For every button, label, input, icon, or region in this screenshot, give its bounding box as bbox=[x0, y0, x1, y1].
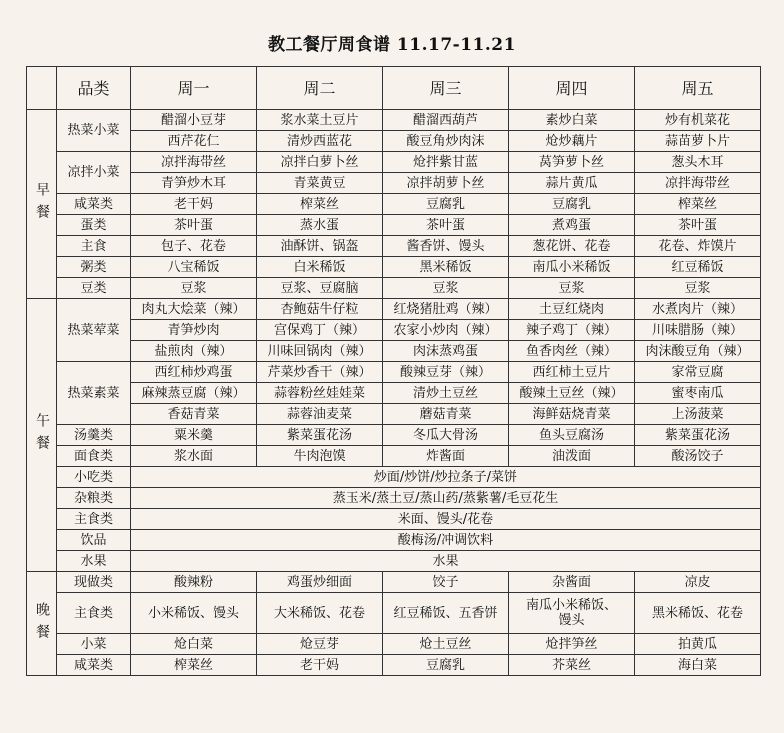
menu-row bbox=[27, 634, 761, 655]
dish-cell: 榨菜丝 bbox=[257, 194, 383, 215]
menu-row bbox=[27, 215, 761, 236]
dish-cell: 炸酱面 bbox=[383, 446, 509, 467]
dish-cell: 黑米稀饭 bbox=[383, 257, 509, 278]
dish-cell: 八宝稀饭 bbox=[131, 257, 257, 278]
dish-cell: 鱼香肉丝（辣） bbox=[509, 341, 635, 362]
dish-cell: 炝白菜 bbox=[131, 634, 257, 655]
dish-cell: 茶叶蛋 bbox=[383, 215, 509, 236]
dish-cell: 青笋炒肉 bbox=[131, 320, 257, 341]
dish-cell: 炒有机菜花 bbox=[635, 110, 761, 131]
menu-row bbox=[27, 383, 761, 404]
category-label: 小吃类 bbox=[57, 467, 131, 488]
dish-cell: 凉拌白萝卜丝 bbox=[257, 152, 383, 173]
menu-row bbox=[27, 509, 761, 530]
category-label: 水果 bbox=[57, 551, 131, 572]
dish-cell: 豆浆 bbox=[509, 278, 635, 299]
category-label: 咸菜类 bbox=[57, 194, 131, 215]
dish-cell: 酱香饼、馒头 bbox=[383, 236, 509, 257]
dish-cell: 肉沫蒸鸡蛋 bbox=[383, 341, 509, 362]
dish-cell: 白米稀饭 bbox=[257, 257, 383, 278]
meal-label-dinner: 晚餐 bbox=[27, 572, 57, 676]
category-label: 主食 bbox=[57, 236, 131, 257]
menu-body bbox=[27, 67, 761, 676]
dish-cell: 蜜枣南瓜 bbox=[635, 383, 761, 404]
dish-cell-span: 水果 bbox=[131, 551, 761, 572]
dish-cell: 芥菜丝 bbox=[509, 655, 635, 676]
dish-cell: 饺子 bbox=[383, 572, 509, 593]
menu-row bbox=[27, 173, 761, 194]
dish-cell: 鱼头豆腐汤 bbox=[509, 425, 635, 446]
menu-row bbox=[27, 362, 761, 383]
menu-row bbox=[27, 341, 761, 362]
dish-cell: 上汤菠菜 bbox=[635, 404, 761, 425]
dish-cell: 肉丸大烩菜（辣） bbox=[131, 299, 257, 320]
dish-cell: 豆浆 bbox=[131, 278, 257, 299]
menu-row bbox=[27, 131, 761, 152]
dish-cell: 凉皮 bbox=[635, 572, 761, 593]
dish-cell: 海鲜菇烧青菜 bbox=[509, 404, 635, 425]
dish-cell: 大米稀饭、花卷 bbox=[257, 593, 383, 634]
meal-label-lunch: 午餐 bbox=[27, 299, 57, 572]
dish-cell-span: 炒面/炒饼/炒拉条子/菜饼 bbox=[131, 467, 761, 488]
dish-cell: 酸辣粉 bbox=[131, 572, 257, 593]
dish-cell-span: 酸梅汤/冲调饮料 bbox=[131, 530, 761, 551]
dish-cell: 海白菜 bbox=[635, 655, 761, 676]
menu-row bbox=[27, 299, 761, 320]
dish-cell: 冬瓜大骨汤 bbox=[383, 425, 509, 446]
dish-cell: 炝拌笋丝 bbox=[509, 634, 635, 655]
header-row bbox=[27, 67, 761, 110]
meal-label-breakfast: 早餐 bbox=[27, 110, 57, 299]
dish-cell: 鸡蛋炒细面 bbox=[257, 572, 383, 593]
dish-cell: 凉拌胡萝卜丝 bbox=[383, 173, 509, 194]
dish-cell: 杏鲍菇牛仔粒 bbox=[257, 299, 383, 320]
header-day: 周五 bbox=[635, 67, 761, 110]
dish-cell: 清炒土豆丝 bbox=[383, 383, 509, 404]
menu-row bbox=[27, 446, 761, 467]
dish-cell: 西红柿炒鸡蛋 bbox=[131, 362, 257, 383]
category-label: 小菜 bbox=[57, 634, 131, 655]
category-label: 现做类 bbox=[57, 572, 131, 593]
menu-row bbox=[27, 278, 761, 299]
menu-row bbox=[27, 320, 761, 341]
menu-row bbox=[27, 572, 761, 593]
header-day: 周四 bbox=[509, 67, 635, 110]
corner-cell bbox=[27, 67, 57, 110]
dish-cell: 土豆红烧肉 bbox=[509, 299, 635, 320]
dish-cell: 炝豆芽 bbox=[257, 634, 383, 655]
dish-cell: 南瓜小米稀饭 bbox=[509, 257, 635, 278]
dish-cell: 红豆稀饭、五香饼 bbox=[383, 593, 509, 634]
dish-cell: 老干妈 bbox=[257, 655, 383, 676]
dish-cell: 水煮肉片（辣） bbox=[635, 299, 761, 320]
header-category: 品类 bbox=[57, 67, 131, 110]
dish-cell: 酸汤饺子 bbox=[635, 446, 761, 467]
menu-row bbox=[27, 488, 761, 509]
dish-cell: 蒜蓉油麦菜 bbox=[257, 404, 383, 425]
dish-cell: 榨菜丝 bbox=[635, 194, 761, 215]
category-label: 蛋类 bbox=[57, 215, 131, 236]
dish-cell: 西红柿土豆片 bbox=[509, 362, 635, 383]
dish-cell: 芹菜炒香干（辣） bbox=[257, 362, 383, 383]
dish-cell: 清炒西蓝花 bbox=[257, 131, 383, 152]
dish-cell: 醋溜小豆芽 bbox=[131, 110, 257, 131]
dish-cell: 南瓜小米稀饭、 馒头 bbox=[509, 593, 635, 634]
dish-cell: 盐煎肉（辣） bbox=[131, 341, 257, 362]
category-label: 杂粮类 bbox=[57, 488, 131, 509]
dish-cell: 川味回锅肉（辣） bbox=[257, 341, 383, 362]
category-label: 面食类 bbox=[57, 446, 131, 467]
dish-cell: 葱头木耳 bbox=[635, 152, 761, 173]
dish-cell: 炝拌紫甘蓝 bbox=[383, 152, 509, 173]
menu-row bbox=[27, 236, 761, 257]
dish-cell: 凉拌海带丝 bbox=[635, 173, 761, 194]
dish-cell: 牛肉泡馍 bbox=[257, 446, 383, 467]
dish-cell: 葱花饼、花卷 bbox=[509, 236, 635, 257]
dish-cell: 青笋炒木耳 bbox=[131, 173, 257, 194]
dish-cell: 蒜蓉粉丝娃娃菜 bbox=[257, 383, 383, 404]
dish-cell: 酸豆角炒肉沫 bbox=[383, 131, 509, 152]
dish-cell: 小米稀饭、馒头 bbox=[131, 593, 257, 634]
dish-cell: 麻辣蒸豆腐（辣） bbox=[131, 383, 257, 404]
dish-cell: 酸辣豆芽（辣） bbox=[383, 362, 509, 383]
dish-cell: 老干妈 bbox=[131, 194, 257, 215]
dish-cell: 浆水菜土豆片 bbox=[257, 110, 383, 131]
dish-cell: 黑米稀饭、花卷 bbox=[635, 593, 761, 634]
dish-cell: 炝土豆丝 bbox=[383, 634, 509, 655]
category-label: 咸菜类 bbox=[57, 655, 131, 676]
menu-row bbox=[27, 467, 761, 488]
dish-cell: 包子、花卷 bbox=[131, 236, 257, 257]
dish-cell: 素炒白菜 bbox=[509, 110, 635, 131]
category-label: 粥类 bbox=[57, 257, 131, 278]
dish-cell: 家常豆腐 bbox=[635, 362, 761, 383]
dish-cell: 浆水面 bbox=[131, 446, 257, 467]
dish-cell: 茶叶蛋 bbox=[131, 215, 257, 236]
dish-cell: 酸辣土豆丝（辣） bbox=[509, 383, 635, 404]
category-label: 热菜荤菜 bbox=[57, 299, 131, 362]
menu-row bbox=[27, 152, 761, 173]
category-label: 主食类 bbox=[57, 509, 131, 530]
category-label: 饮品 bbox=[57, 530, 131, 551]
category-label: 豆类 bbox=[57, 278, 131, 299]
dish-cell: 紫菜蛋花汤 bbox=[257, 425, 383, 446]
dish-cell: 辣子鸡丁（辣） bbox=[509, 320, 635, 341]
menu-row bbox=[27, 593, 761, 634]
dish-cell: 红豆稀饭 bbox=[635, 257, 761, 278]
dish-cell: 豆腐乳 bbox=[509, 194, 635, 215]
dish-cell: 炝炒藕片 bbox=[509, 131, 635, 152]
menu-row bbox=[27, 530, 761, 551]
dish-cell: 蒜苗萝卜片 bbox=[635, 131, 761, 152]
dish-cell: 莴笋萝卜丝 bbox=[509, 152, 635, 173]
dish-cell: 粟米羹 bbox=[131, 425, 257, 446]
dish-cell: 豆浆 bbox=[635, 278, 761, 299]
menu-row bbox=[27, 257, 761, 278]
dish-cell: 蒸水蛋 bbox=[257, 215, 383, 236]
header-day: 周二 bbox=[257, 67, 383, 110]
dish-cell: 醋溜西葫芦 bbox=[383, 110, 509, 131]
dish-cell: 花卷、炸馍片 bbox=[635, 236, 761, 257]
dish-cell: 煮鸡蛋 bbox=[509, 215, 635, 236]
header-day: 周一 bbox=[131, 67, 257, 110]
menu-row bbox=[27, 551, 761, 572]
dish-cell: 川味腊肠（辣） bbox=[635, 320, 761, 341]
dish-cell: 豆浆 bbox=[383, 278, 509, 299]
menu-row bbox=[27, 655, 761, 676]
weekly-menu-table bbox=[26, 66, 761, 676]
dish-cell: 豆腐乳 bbox=[383, 194, 509, 215]
dish-cell: 凉拌海带丝 bbox=[131, 152, 257, 173]
category-label: 凉拌小菜 bbox=[57, 152, 131, 194]
menu-row bbox=[27, 425, 761, 446]
menu-row bbox=[27, 110, 761, 131]
dish-cell: 茶叶蛋 bbox=[635, 215, 761, 236]
dish-cell: 蘑菇青菜 bbox=[383, 404, 509, 425]
dish-cell: 紫菜蛋花汤 bbox=[635, 425, 761, 446]
dish-cell: 蒜片黄瓜 bbox=[509, 173, 635, 194]
dish-cell: 榨菜丝 bbox=[131, 655, 257, 676]
dish-cell-span: 蒸玉米/蒸土豆/蒸山药/蒸紫薯/毛豆花生 bbox=[131, 488, 761, 509]
dish-cell: 油泼面 bbox=[509, 446, 635, 467]
dish-cell-span: 米面、馒头/花卷 bbox=[131, 509, 761, 530]
category-label: 汤羹类 bbox=[57, 425, 131, 446]
dish-cell: 农家小炒肉（辣） bbox=[383, 320, 509, 341]
header-day: 周三 bbox=[383, 67, 509, 110]
dish-cell: 豆腐乳 bbox=[383, 655, 509, 676]
dish-cell: 油酥饼、锅盔 bbox=[257, 236, 383, 257]
dish-cell: 豆浆、豆腐脑 bbox=[257, 278, 383, 299]
dish-cell: 拍黄瓜 bbox=[635, 634, 761, 655]
dish-cell: 西芹花仁 bbox=[131, 131, 257, 152]
dish-cell: 肉沫酸豆角（辣） bbox=[635, 341, 761, 362]
dish-cell: 红烧猪肚鸡（辣） bbox=[383, 299, 509, 320]
dish-cell: 宫保鸡丁（辣） bbox=[257, 320, 383, 341]
category-label: 热菜素菜 bbox=[57, 362, 131, 425]
category-label: 主食类 bbox=[57, 593, 131, 634]
page-title: 教工餐厅周食谱 11.17-11.21 bbox=[268, 35, 516, 55]
category-label: 热菜小菜 bbox=[57, 110, 131, 152]
menu-row bbox=[27, 404, 761, 425]
dish-cell: 青菜黄豆 bbox=[257, 173, 383, 194]
menu-row bbox=[27, 194, 761, 215]
dish-cell: 香菇青菜 bbox=[131, 404, 257, 425]
dish-cell: 杂酱面 bbox=[509, 572, 635, 593]
